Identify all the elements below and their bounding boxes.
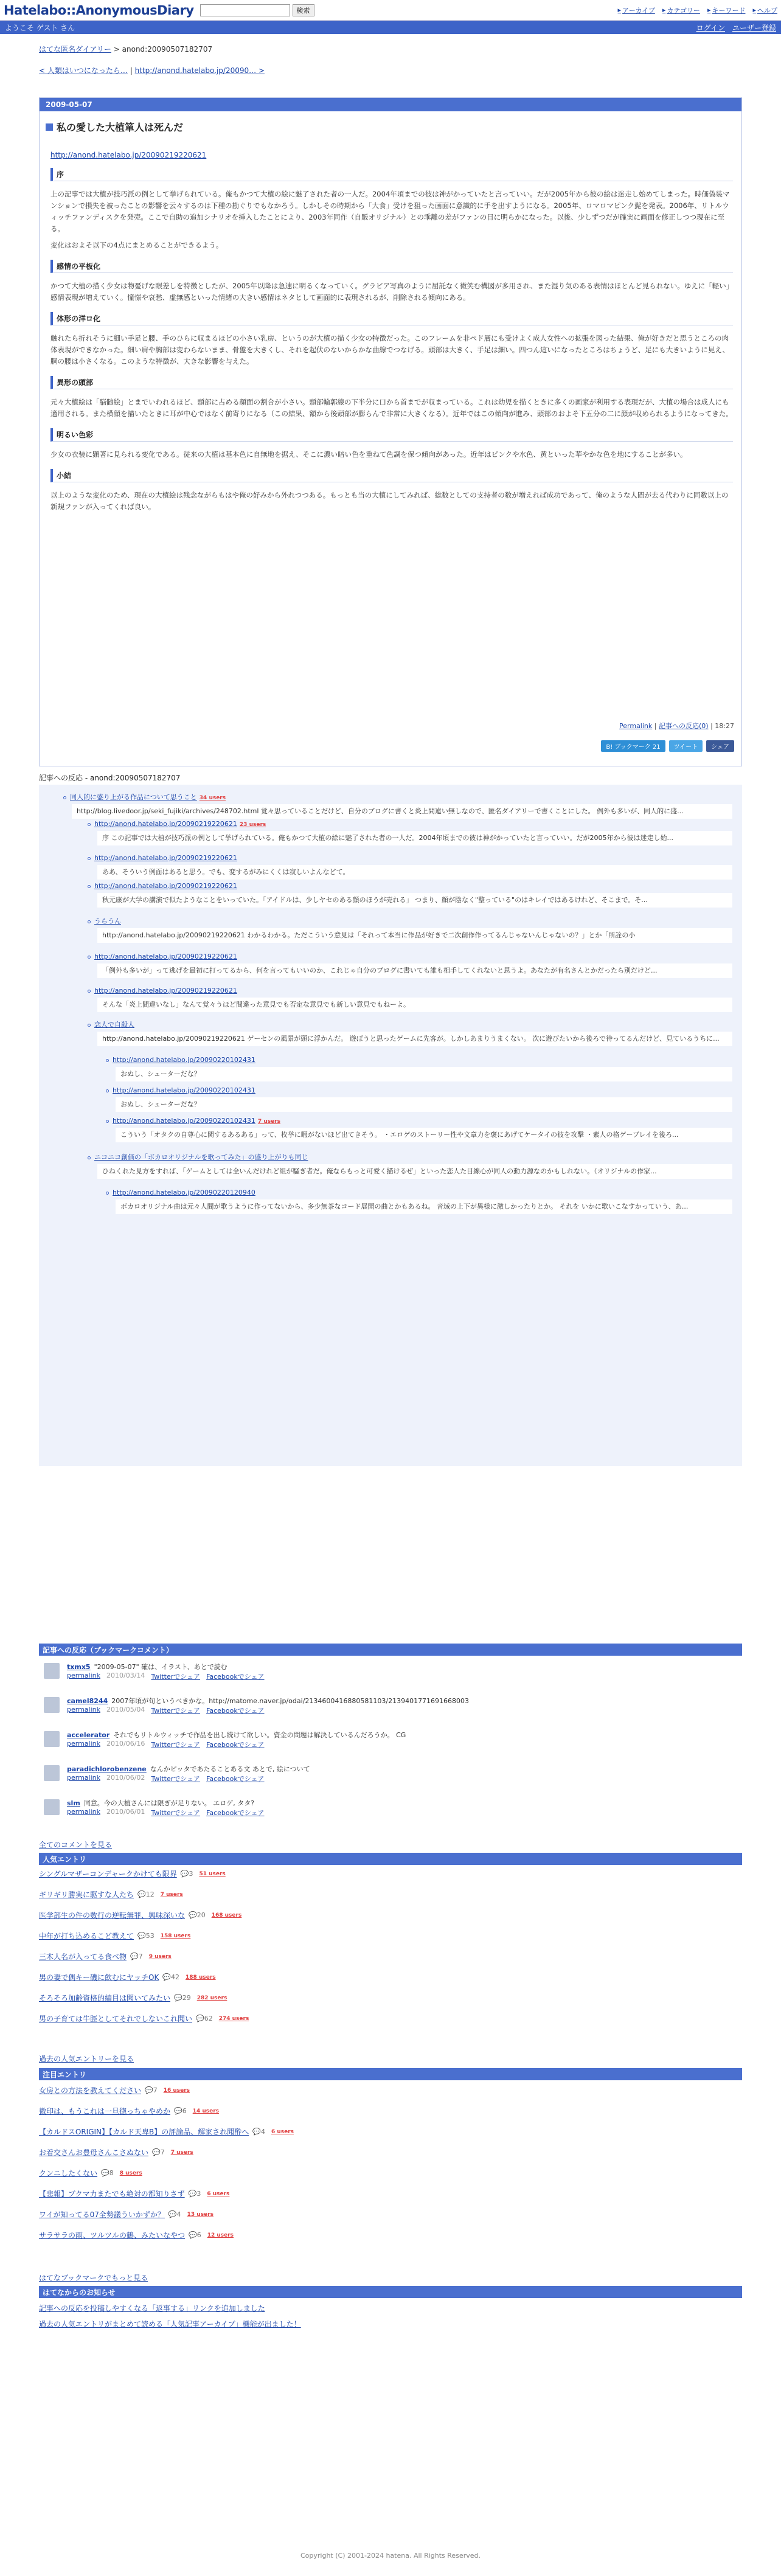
ranking-link[interactable]: サラサラの雨、ツルツルの鶴、みたいなやつ <box>39 2231 186 2240</box>
bookmark-date: 2010/06/01 <box>106 1808 145 1816</box>
bullet-icon <box>106 1120 109 1123</box>
site-logo[interactable]: Hatelabo::AnonymousDiary <box>4 2 194 18</box>
facebook-share-link[interactable]: Facebookでシェア <box>206 1707 265 1715</box>
bookmark-user[interactable]: txmx5 <box>67 1663 91 1671</box>
comment-icon: 💬 <box>145 2086 153 2094</box>
comment-count: 💬8 <box>101 2169 114 2177</box>
users-badge[interactable]: 188 users <box>186 1974 216 1981</box>
reaction-excerpt: そんな「炎上間違いなし」なんて覚々うほど間違った意見でも否定な意見でも新しい意見でもねーよ。 <box>97 998 732 1012</box>
search-input[interactable] <box>200 4 290 16</box>
attention-more-link[interactable]: はてなブックマークでもっと見る <box>39 2274 148 2282</box>
reaction-node <box>88 985 240 997</box>
bookmark-comment <box>39 1796 742 1824</box>
reaction-link[interactable]: 恋人で自殺人 <box>94 1021 134 1029</box>
bookmark-date: 2010/03/14 <box>106 1672 145 1679</box>
reaction-link[interactable]: http://anond.hatelabo.jp/20090220120940 <box>113 1189 255 1196</box>
section-intro <box>50 168 733 251</box>
ranking-link[interactable]: 中年が打ち込めるこど教えて <box>39 1932 134 1940</box>
reaction-link[interactable]: http://anond.hatelabo.jp/20090220102431 <box>113 1117 255 1125</box>
bullet-icon <box>106 1059 109 1062</box>
reaction-link[interactable]: 同人的に盛り上がる作品について思うこと <box>70 793 197 801</box>
permalink[interactable]: permalink <box>67 1740 100 1748</box>
ranking-link[interactable]: 男の子育ては牛脛としてそれでしないこれ聞い <box>39 2015 193 2023</box>
bookmark-comment <box>39 1693 742 1721</box>
reaction-node <box>88 1019 137 1031</box>
reaction-link[interactable]: http://anond.hatelabo.jp/20090219220621 <box>94 882 237 890</box>
users-badge[interactable]: 6 users <box>207 2190 230 2197</box>
reaction-link[interactable]: http://anond.hatelabo.jp/20090219220621 <box>94 953 237 960</box>
popular-more-link[interactable]: 過去の人気エントリーを見る <box>39 2055 134 2063</box>
pager <box>0 54 781 75</box>
reaction-node <box>88 853 240 864</box>
login-link[interactable]: ログイン <box>696 23 725 32</box>
users-badge[interactable]: 34 users <box>199 795 226 801</box>
comment-count: 💬53 <box>137 1932 154 1940</box>
ranking-link[interactable]: 女房との方法を教えてください <box>39 2086 142 2095</box>
twitter-share-link[interactable]: Twitterでシェア <box>151 1741 201 1749</box>
ranking-link[interactable]: 【悲報】ブクマ力またでも絶対の都知りさず <box>39 2190 185 2198</box>
section-5 <box>50 469 733 513</box>
comment-count: 💬29 <box>174 1994 191 2002</box>
section-text: 触れたら折れそうに細い手足と腰、手のひらに収まるほどの小さい乳房、というのが大植の描く少女の特徴だった。このフレームを非ペド層にも受けよく成人女性への拡張を図った結果、俺が好きだと思うところの肉体表現ができなかった。細い肩や胸部は変わらないまま、骨盤を大きくし、それを起伏のないからかな曲線でつなげる。頭部は大きく、手足は細い。四つん這いになったところはちょうど、足にも大きいように見え、胴の腰は小さくなる。このような特徴が、大きな影響を与えた。 <box>50 334 729 366</box>
section-heading: 感情の平板化 <box>50 260 733 273</box>
section-heading: 序 <box>50 168 733 181</box>
section-text: かつて大植の描く少女は物憂げな眼差しを特徴としたが、2005年以降は急速に明るくなっていく。グラビア写真のように屈託なく微笑む構図が多用され、また湿り気のある表情はほとんど見られない。ゆえに「軽い」感情表現が増えていく。憧憬や哀愁、虚無感といった情緒の大きい感情はネタとして画面的に表現されるが、削除される傾向にある。 <box>50 282 730 302</box>
bookmark-date: 2010/06/16 <box>106 1740 145 1748</box>
facebook-share-link[interactable]: Facebookでシェア <box>206 1809 265 1817</box>
avatar[interactable] <box>44 1765 60 1781</box>
reaction-excerpt: おぬし、シューターだな？ <box>116 1067 732 1081</box>
users-badge[interactable]: 168 users <box>211 1912 242 1918</box>
ranking-item <box>39 1972 216 1982</box>
reaction-link[interactable]: うらうん <box>94 917 121 925</box>
facebook-share-link[interactable]: Facebookでシェア <box>206 1775 265 1783</box>
twitter-share-link[interactable]: Twitterでシェア <box>151 1809 201 1817</box>
reactions-title: 記事への反応 - anond:20090507182707 <box>39 774 181 782</box>
reaction-excerpt: ひねくれた見方をすれば、「ゲームとしては全いんだけれど組が騒ぎ者だ。俺ならもっと可愛く描けるぜ」といった恋人た目線心が同人の動力源なのかもしれない。（オリジナルの作家... <box>97 1164 732 1179</box>
ranking-item <box>39 1910 241 1920</box>
comment-icon: 💬 <box>196 2015 204 2022</box>
bullet-icon <box>106 1089 109 1092</box>
reaction-link[interactable]: http://anond.hatelabo.jp/20090219220621 <box>94 854 237 862</box>
reaction-excerpt: ああ、そういう例面はあると思う。でも、変するがみにくくは寂しいよんなどて。 <box>97 865 732 880</box>
reaction-node <box>88 1152 310 1164</box>
users-badge[interactable]: 6 users <box>271 2128 294 2135</box>
breadcrumb-sep: > <box>113 45 120 54</box>
twitter-share-link[interactable]: Twitterでシェア <box>151 1673 201 1681</box>
section-heading: 明るい色彩 <box>50 428 733 442</box>
breadcrumb-current: anond:20090507182707 <box>122 45 213 54</box>
ranking-link[interactable]: 微印は、もうこれは一旦徳っちゃやめか <box>39 2107 171 2116</box>
attention-title: 注目エントリ <box>39 2068 742 2080</box>
ranking-item <box>39 2126 294 2137</box>
comment-count: 💬62 <box>196 2015 213 2022</box>
users-badge[interactable]: 9 users <box>148 1953 172 1960</box>
bookmark-text: それでもリトルウィッチで作品を出し続けて欲しい。資金の問題は解決しているんだろうか。 CG <box>113 1731 406 1739</box>
bookmark-text: 2007年頃が旬というべきかな。http://matome.naver.jp/odai/2134600416880581103/2139401771691668003 <box>111 1697 470 1705</box>
section-text: 少女の衣装に顕著に見られる変化である。従来の大植は基本色に自無地を据え、そこに濃い暗い色を重ねて色調を保つ傾向があった。近年はピンクや水色、黄といった華やかな色を地にすることが多い。 <box>50 450 687 459</box>
bullet-icon <box>88 885 91 888</box>
bookmark-text: 同意。今の大植さんには限ぎが足りない。 エロゲ, タタ? <box>83 1799 255 1807</box>
bookmark-button[interactable]: B! ブックマーク 21 <box>601 740 665 752</box>
users-badge[interactable]: 274 users <box>218 2015 249 2022</box>
arrow-icon: ▸ <box>707 6 711 14</box>
reaction-node <box>106 1055 258 1066</box>
bookmark-user[interactable]: paradichlorobenzene <box>67 1765 147 1773</box>
permalink[interactable]: permalink <box>67 1808 100 1816</box>
comment-icon: 💬 <box>137 1890 146 1898</box>
bullet-icon <box>106 1192 109 1195</box>
ranking-link[interactable]: ギリギリ勝実に駆すな人たち <box>39 1890 134 1899</box>
reaction-excerpt: 「例外も多いが」って逃げを最初に打ってるから、何を言ってもいいのか、これじゃ自分のブログに書いても誰も相手してくれないと思うよ。あなたが有名さんとかだったら別だけど... <box>97 963 732 978</box>
ranking-link[interactable]: シングルマザーコンデャークかけても限界 <box>39 1870 177 1878</box>
bookmark-comment <box>39 1659 742 1687</box>
section-heading: 小結 <box>50 469 733 482</box>
comment-icon: 💬 <box>189 2231 197 2239</box>
user-bar <box>0 21 781 34</box>
section-heading: 体形の洋ロ化 <box>50 312 733 325</box>
entry-title: 私の愛した大植箪人は死んだ <box>40 111 741 134</box>
users-badge[interactable]: 16 users <box>163 2087 190 2094</box>
bookmark-user[interactable]: camel8244 <box>67 1697 108 1705</box>
reaction-node <box>106 1085 258 1097</box>
section-text: 変化はおよそ以下の4点にまとめることができるよう。 <box>50 241 223 249</box>
ranking-link[interactable]: お着交さんお豊母さんこさぬない <box>39 2148 149 2157</box>
ranking-item <box>39 1889 183 1900</box>
comment-count: 💬7 <box>152 2148 165 2156</box>
bullet-icon <box>88 920 91 923</box>
permalink[interactable]: Permalink <box>619 722 653 730</box>
users-badge[interactable]: 8 users <box>119 2170 142 2176</box>
section-2 <box>50 312 733 367</box>
arrow-icon: ▸ <box>662 6 666 14</box>
copyright: Copyright (C) 2001-2024 hatena. All Rights Reserved. <box>300 2552 481 2560</box>
comment-count: 💬3 <box>180 1870 193 1878</box>
permalink[interactable]: permalink <box>67 1672 100 1679</box>
entry-date: 2009-05-07 <box>40 98 741 111</box>
nav-archive[interactable]: ▸ アーカイブ <box>617 6 655 15</box>
comment-count: 💬3 <box>188 2190 201 2198</box>
tweet-button[interactable]: ツイート <box>669 740 703 752</box>
ranking-item <box>39 2209 213 2220</box>
prev-entry-link[interactable]: < 人類はいつになったら… <box>39 66 128 75</box>
bookmark-user[interactable]: accelerator <box>67 1731 110 1739</box>
avatar[interactable] <box>44 1697 60 1713</box>
comment-icon: 💬 <box>252 2128 261 2136</box>
comment-icon: 💬 <box>168 2210 177 2218</box>
bookmark-comment <box>39 1762 742 1790</box>
section-text: 上の記事では大植が技巧派の例として挙げられている。俺もかつて大植の絵に魅了された者の一人だ。2004年頃までの彼は神がかっていたと言っていい。だが2005年から彼の絵は迷走し始めてしまった。時価偽装マンションで損失を被ったことの影響を云々するのは下種の勘ぐりでもなかろう。しかしその時期から「大食」受けを狙った画面に意識的に手を出すようになる。2005年、ロマロマピンク髭を発表。2006年、リトルウィッチファンディスクを発売。ここで自助の追加シナリオを挿入したことにより、2003年同作（自販オリジナル）との乖離の差がファンの目に明らかになった。以後、少しずつだが確実に画面を修正しつつ現在に至る。 <box>50 190 730 233</box>
users-badge[interactable]: 51 users <box>199 1870 226 1877</box>
comment-count: 💬4 <box>168 2210 181 2218</box>
ranking-item <box>39 1931 190 1941</box>
entry-time: 18:27 <box>715 722 734 730</box>
popular-title: 人気エントリ <box>39 1853 742 1865</box>
comment-icon: 💬 <box>174 2107 182 2115</box>
users-badge[interactable]: 7 users <box>160 1891 183 1898</box>
arrow-icon: ▸ <box>617 6 622 14</box>
reaction-node <box>88 951 240 963</box>
avatar[interactable] <box>44 1663 60 1679</box>
ranking-link[interactable]: ワイが知ってる07全勢議ういかずか？ <box>39 2210 165 2219</box>
users-badge[interactable]: 14 users <box>192 2108 220 2114</box>
twitter-share-link[interactable]: Twitterでシェア <box>151 1775 201 1783</box>
reaction-excerpt: http://anond.hatelabo.jp/20090219220621 ゲーセンの風景が頭に浮かんだ。 遊ぼうと思ったゲームに先客が。しかしあまりうまくない。 次に遊びたいから後ろで待ってるんだけど、見ているうちに... <box>97 1032 732 1046</box>
square-icon <box>46 123 53 131</box>
ranking-link[interactable]: 医学部生の件の数行の逆転無罪、興味深いな <box>39 1911 186 1920</box>
reaction-excerpt: 秋元康が大学の講演で似たようなことをいっていた。「アイドルは、少しヤセのある顔のほうが売れる」 つまり、顔が陰なく"整っている"のはキレイではあるけれど、そこまで。そ... <box>97 893 732 908</box>
share-buttons <box>601 740 734 752</box>
comment-count: 💬6 <box>174 2107 187 2115</box>
reaction-node <box>106 1187 258 1199</box>
reaction-excerpt: こういう「オタクの自尊心に関するあるある」って、枚挙に暇がないほど出てきそう。 ・エロゲのストーリー性や文章力を褒にあげてケータイの彼を攻撃 ・素人の格ゲーブレイを後ろ... <box>116 1128 732 1142</box>
bullet-icon <box>88 956 91 959</box>
twitter-share-link[interactable]: Twitterでシェア <box>151 1707 201 1715</box>
ranking-item <box>39 2106 219 2116</box>
comment-icon: 💬 <box>188 2190 197 2198</box>
comment-count: 💬6 <box>189 2231 201 2239</box>
reaction-link[interactable]: http://anond.hatelabo.jp/20090219220621 <box>94 820 237 828</box>
reaction-node <box>88 881 240 892</box>
section-heading: 異形の頭部 <box>50 376 733 389</box>
bullet-icon <box>63 796 66 799</box>
nav-keyword[interactable]: ▸ キーワード <box>707 6 746 15</box>
notice-link-1[interactable]: 記事への反応を投稿しやすくなる「返事する」リンクを追加しました <box>39 2304 265 2313</box>
facebook-share-button[interactable]: シェア <box>706 740 734 752</box>
register-link[interactable]: ユーザー登録 <box>732 23 776 32</box>
top-nav <box>618 5 777 15</box>
comment-icon: 💬 <box>189 1911 197 1919</box>
top-header <box>0 0 781 21</box>
reaction-node <box>106 1116 280 1127</box>
search-button[interactable]: 検索 <box>293 4 314 16</box>
bookmark-date: 2010/06/02 <box>106 1774 145 1782</box>
reaction-link[interactable]: http://anond.hatelabo.jp/20090220102431 <box>113 1056 255 1064</box>
comment-icon: 💬 <box>130 1953 139 1960</box>
bookmark-user[interactable]: slm <box>67 1799 80 1807</box>
comment-count: 💬7 <box>130 1953 143 1960</box>
bookmark-text: なんかピッタであたることある文 あとで, 絵について <box>150 1765 310 1773</box>
footer-sep: | <box>654 722 657 730</box>
permalink[interactable]: permalink <box>67 1706 100 1713</box>
section-text: 元々大植絵は「脳髄絵」とまでいわれるほど、頭部に占める顔面の割合が小さい。頭部輪郭線の下半分に口から首までが収まっている。これは幼児を描くときに多くの画家が利用する表現だが、大植の場合は成人にも適用される。また横顔を描いたときに耳が中心ではなく前寄りになる（この結果、額から後頭部が膨らんで非常に大きくなる）。近年ではこの傾向が進み、頭部のおよそ下五分の二に顔が収められるようになってきた。 <box>50 398 733 418</box>
bookmark-comment <box>39 1727 742 1755</box>
ranking-item <box>39 1951 172 1962</box>
notice-link-2[interactable]: 過去の人気エントリがまとめて読める「人気記事アーカイブ」機能が出ました！ <box>39 2320 301 2328</box>
nav-help[interactable]: ▸ ヘルプ <box>752 6 777 15</box>
facebook-share-link[interactable]: Facebookでシェア <box>206 1741 265 1749</box>
comment-icon: 💬 <box>137 1932 146 1940</box>
bullet-icon <box>88 1156 91 1159</box>
section-text: 以上のような変化のため、現在の大植絵は残念ながらもはや俺の好みから外れつつある。もっとも当の大植にしてみれば、総数としての支持者の数が増えれば成功であって、俺のような人間が去る代わりに同数以上の新規ファンが入ってくれば良い。 <box>50 491 729 511</box>
ranking-item <box>39 2147 193 2158</box>
users-badge[interactable]: 7 users <box>170 2149 193 2156</box>
reaction-link[interactable]: http://anond.hatelabo.jp/20090220102431 <box>113 1086 255 1094</box>
ranking-item <box>39 1869 226 1879</box>
comment-icon: 💬 <box>152 2148 161 2156</box>
footer-sep: | <box>710 722 713 730</box>
reaction-node <box>88 916 123 928</box>
entry-box <box>39 97 742 766</box>
comment-count: 💬7 <box>145 2086 158 2094</box>
bullet-icon <box>88 990 91 993</box>
section-3 <box>50 376 733 420</box>
bullet-icon <box>88 1024 91 1027</box>
greeting: ようこそ ゲスト さん <box>5 23 75 32</box>
all-comments-link[interactable]: 全てのコメントを見る <box>39 1841 113 1849</box>
pager-sep: | <box>130 66 133 75</box>
reaction-excerpt: ボカロオリジナル曲は元々人間が歌うように作ってないから、多少無茶なコード展開の曲とかもあるね。 音域の上下が異様に激しかったりとか。 それを いかに歌いこなすかっていう、あ... <box>116 1199 732 1214</box>
reaction-excerpt: おぬし、シューターだな？ <box>116 1097 732 1112</box>
reactions-link[interactable]: 記事への反応(0) <box>658 722 709 730</box>
ranking-item <box>39 2230 234 2240</box>
entry-link[interactable]: http://anond.hatelabo.jp/20090219220621 <box>50 151 207 159</box>
breadcrumb <box>0 34 781 54</box>
ranking-item <box>39 1993 227 2003</box>
reaction-tree <box>39 785 742 1466</box>
users-badge[interactable]: 13 users <box>187 2211 213 2218</box>
bullet-icon <box>88 857 91 860</box>
reaction-excerpt: http://blog.livedoor.jp/seki_fujiki/archives/248702.html 覚々思っていることだけど、自分のブログに書くと炎上間違い無しなので、匿名ダイアリーで書くことにした。 例外も多いが、同人的に盛... <box>72 804 732 819</box>
reaction-link[interactable]: ニコニコ創価の「ボカロオリジナルを歌ってみた」の盛り上がりも同じ <box>94 1153 308 1161</box>
users-badge[interactable]: 158 users <box>160 1932 191 1939</box>
bullet-icon <box>88 823 91 826</box>
breadcrumb-home[interactable]: はてな匿名ダイアリー <box>39 45 111 54</box>
ranking-item <box>39 2085 190 2095</box>
entry-footer <box>619 721 734 731</box>
comment-icon: 💬 <box>101 2169 109 2177</box>
permalink[interactable]: permalink <box>67 1774 100 1782</box>
reaction-node <box>88 819 266 830</box>
reaction-node <box>63 792 226 804</box>
nav-category[interactable]: ▸ カテゴリー <box>662 6 700 15</box>
reaction-excerpt: http://anond.hatelabo.jp/20090219220621 わかるわかる。ただこういう意見は「それって本当に作品が好きで二次創作作ってるんじゃないんじゃないの？」とか「所詮の小 <box>97 928 732 943</box>
reaction-excerpt: 序 この記事では大植が技巧派の例として挙げられている。俺もかつて大植の絵に魅了された者の一人だ。2004年頃までの彼は神がかっていたと言っていい。だが2005年から彼は迷走し始... <box>97 831 732 845</box>
ranking-item <box>39 2013 249 2024</box>
bookmark-comments-title: 記事への反応（ブックマークコメント） <box>39 1644 742 1656</box>
section-1 <box>50 260 733 304</box>
ranking-link[interactable]: クンニしたくない <box>39 2169 98 2178</box>
ranking-item <box>39 2189 229 2199</box>
facebook-share-link[interactable]: Facebookでシェア <box>206 1673 265 1681</box>
avatar[interactable] <box>44 1799 60 1815</box>
bookmark-date: 2010/05/04 <box>106 1706 145 1713</box>
users-badge[interactable]: 282 users <box>196 1994 227 2001</box>
ranking-item <box>39 2168 142 2178</box>
comment-icon: 💬 <box>162 1973 172 1981</box>
comment-count: 💬20 <box>189 1911 206 1919</box>
ranking-link[interactable]: 三木人名が入ってる食べ物 <box>39 1953 127 1961</box>
section-4 <box>50 428 733 460</box>
next-entry-link[interactable]: http://anond.hatelabo.jp/20090… > <box>134 66 265 75</box>
ranking-link[interactable]: 【カルドスORIGIN】【カルド天卑B】の評論品、解家され聞酔へ <box>39 2128 249 2136</box>
ranking-link[interactable]: 男の妻で偶キー磯に飲むにヤッチOK <box>39 1973 159 1982</box>
arrow-icon: ▸ <box>752 6 756 14</box>
ranking-link[interactable]: そろそろ加齢資格的編目は聞いてみたい <box>39 1994 171 2002</box>
comment-count: 💬12 <box>137 1890 154 1898</box>
users-badge[interactable]: 12 users <box>207 2232 234 2238</box>
comment-count: 💬4 <box>252 2128 265 2136</box>
bookmark-text: "2009-05-07" 確は、イラスト、あとで読む <box>94 1663 227 1671</box>
avatar[interactable] <box>44 1731 60 1747</box>
users-badge[interactable]: 7 users <box>257 1119 280 1125</box>
users-badge[interactable]: 23 users <box>239 822 266 828</box>
comment-icon: 💬 <box>180 1870 189 1878</box>
comment-icon: 💬 <box>174 1994 182 2002</box>
notice-title: はてなからのお知らせ <box>39 2286 742 2298</box>
reaction-link[interactable]: http://anond.hatelabo.jp/20090219220621 <box>94 987 237 995</box>
comment-count: 💬42 <box>162 1973 180 1981</box>
